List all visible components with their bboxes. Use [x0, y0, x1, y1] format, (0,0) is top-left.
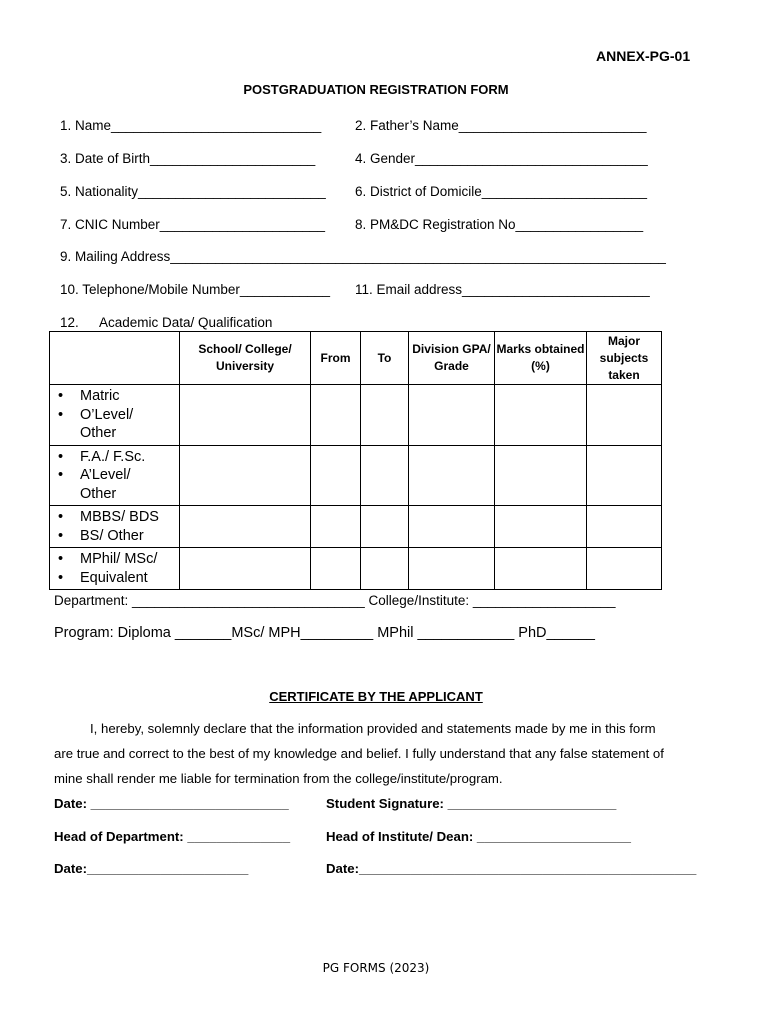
school-cell[interactable] [180, 506, 311, 548]
academic-number: 12. [60, 315, 79, 330]
school-header: School/ College/ University [180, 332, 311, 385]
annex-code: ANNEX-PG-01 [596, 48, 691, 64]
level-mbbs [50, 506, 180, 548]
marks-header: Marks obtained (%) [495, 332, 587, 385]
division-cell[interactable] [409, 548, 495, 590]
level-fsc [50, 445, 180, 506]
to-cell[interactable] [361, 548, 409, 590]
division-cell[interactable] [409, 445, 495, 506]
table-row [50, 506, 662, 548]
list-item: • Matric [56, 387, 179, 406]
from-cell[interactable] [311, 548, 361, 590]
school-cell[interactable] [180, 548, 311, 590]
name-field[interactable]: 1. Name____________________________ [60, 118, 322, 133]
academic-label: Academic Data/ Qualification [99, 315, 273, 330]
to-header: To [361, 332, 409, 385]
school-cell[interactable] [180, 385, 311, 446]
table-row [50, 385, 662, 446]
hod-date-line[interactable]: Date:______________________ [54, 861, 249, 876]
form-title: POSTGRADUATION REGISTRATION FORM [243, 82, 509, 97]
blank-header [50, 332, 180, 385]
major-cell[interactable] [587, 445, 662, 506]
gender-field[interactable]: 4. Gender_______________________________ [355, 151, 648, 166]
list-item: • Equivalent [56, 569, 179, 588]
date-signature-line[interactable]: Date: ___________________________ [54, 796, 289, 811]
marks-cell[interactable] [495, 385, 587, 446]
father-name-field[interactable]: 2. Father’s Name_________________________ [355, 118, 647, 133]
list-item: • O’Level/ [56, 406, 179, 425]
academic-table [49, 331, 662, 590]
list-item: • A’Level/ [56, 466, 179, 485]
email-field[interactable]: 11. Email address_________________________ [355, 282, 650, 297]
major-header: Major subjects taken [587, 332, 662, 385]
from-cell[interactable] [311, 445, 361, 506]
level-mphil [50, 548, 180, 590]
academic-header-row [50, 332, 662, 385]
to-cell[interactable] [361, 506, 409, 548]
cnic-field[interactable]: 7. CNIC Number______________________ [60, 217, 325, 232]
dean-date-line[interactable]: Date:______________________________________________ [326, 861, 697, 876]
mailing-address-field[interactable]: 9. Mailing Address__________________________________________________________________ [60, 249, 666, 264]
list-item: • F.A./ F.Sc. [56, 448, 179, 467]
marks-cell[interactable] [495, 445, 587, 506]
table-row [50, 445, 662, 506]
domicile-field[interactable]: 6. District of Domicile______________________ [355, 184, 647, 199]
school-cell[interactable] [180, 445, 311, 506]
to-cell[interactable] [361, 445, 409, 506]
telephone-field[interactable]: 10. Telephone/Mobile Number____________ [60, 282, 330, 297]
page-footer: PG FORMS (2023) [322, 961, 430, 975]
marks-cell[interactable] [495, 506, 587, 548]
declaration-text [54, 716, 704, 791]
dob-field[interactable]: 3. Date of Birth______________________ [60, 151, 316, 166]
department-line[interactable]: Department: _______________________________ College/Institute: ___________________ [54, 593, 616, 608]
student-signature-line[interactable]: Student Signature: _______________________ [326, 796, 617, 811]
list-item: • BS/ Other [56, 527, 179, 546]
declaration-line-3: mine shall render me liable for termination from the college/institute/program. [54, 771, 503, 786]
from-cell[interactable] [311, 506, 361, 548]
marks-cell[interactable] [495, 548, 587, 590]
list-item: • MPhil/ MSc/ [56, 550, 179, 569]
list-item: Other [80, 425, 117, 441]
from-header: From [311, 332, 361, 385]
division-cell[interactable] [409, 385, 495, 446]
declaration-line-2: are true and correct to the best of my knowledge and belief. I fully understand that any false statement of [54, 746, 664, 761]
nationality-field[interactable]: 5. Nationality_________________________ [60, 184, 326, 199]
program-line[interactable]: Program: Diploma _______MSc/ MPH_________ MPhil ____________ PhD______ [54, 625, 595, 641]
declaration-line-1: I, hereby, solemnly declare that the information provided and statements made by me in this form [90, 721, 656, 736]
pmdc-field[interactable]: 8. PM&DC Registration No_________________ [355, 217, 644, 232]
from-cell[interactable] [311, 385, 361, 446]
major-cell[interactable] [587, 548, 662, 590]
major-cell[interactable] [587, 506, 662, 548]
major-cell[interactable] [587, 385, 662, 446]
division-header: Division GPA/ Grade [409, 332, 495, 385]
table-row [50, 548, 662, 590]
head-of-department-line[interactable]: Head of Department: ______________ [54, 829, 291, 844]
certificate-title: CERTIFICATE BY THE APPLICANT [269, 689, 483, 704]
list-item: • MBBS/ BDS [56, 508, 179, 527]
division-cell[interactable] [409, 506, 495, 548]
level-matric [50, 385, 180, 446]
to-cell[interactable] [361, 385, 409, 446]
head-of-institute-line[interactable]: Head of Institute/ Dean: _____________________ [326, 829, 631, 844]
list-item: Other [80, 485, 117, 502]
